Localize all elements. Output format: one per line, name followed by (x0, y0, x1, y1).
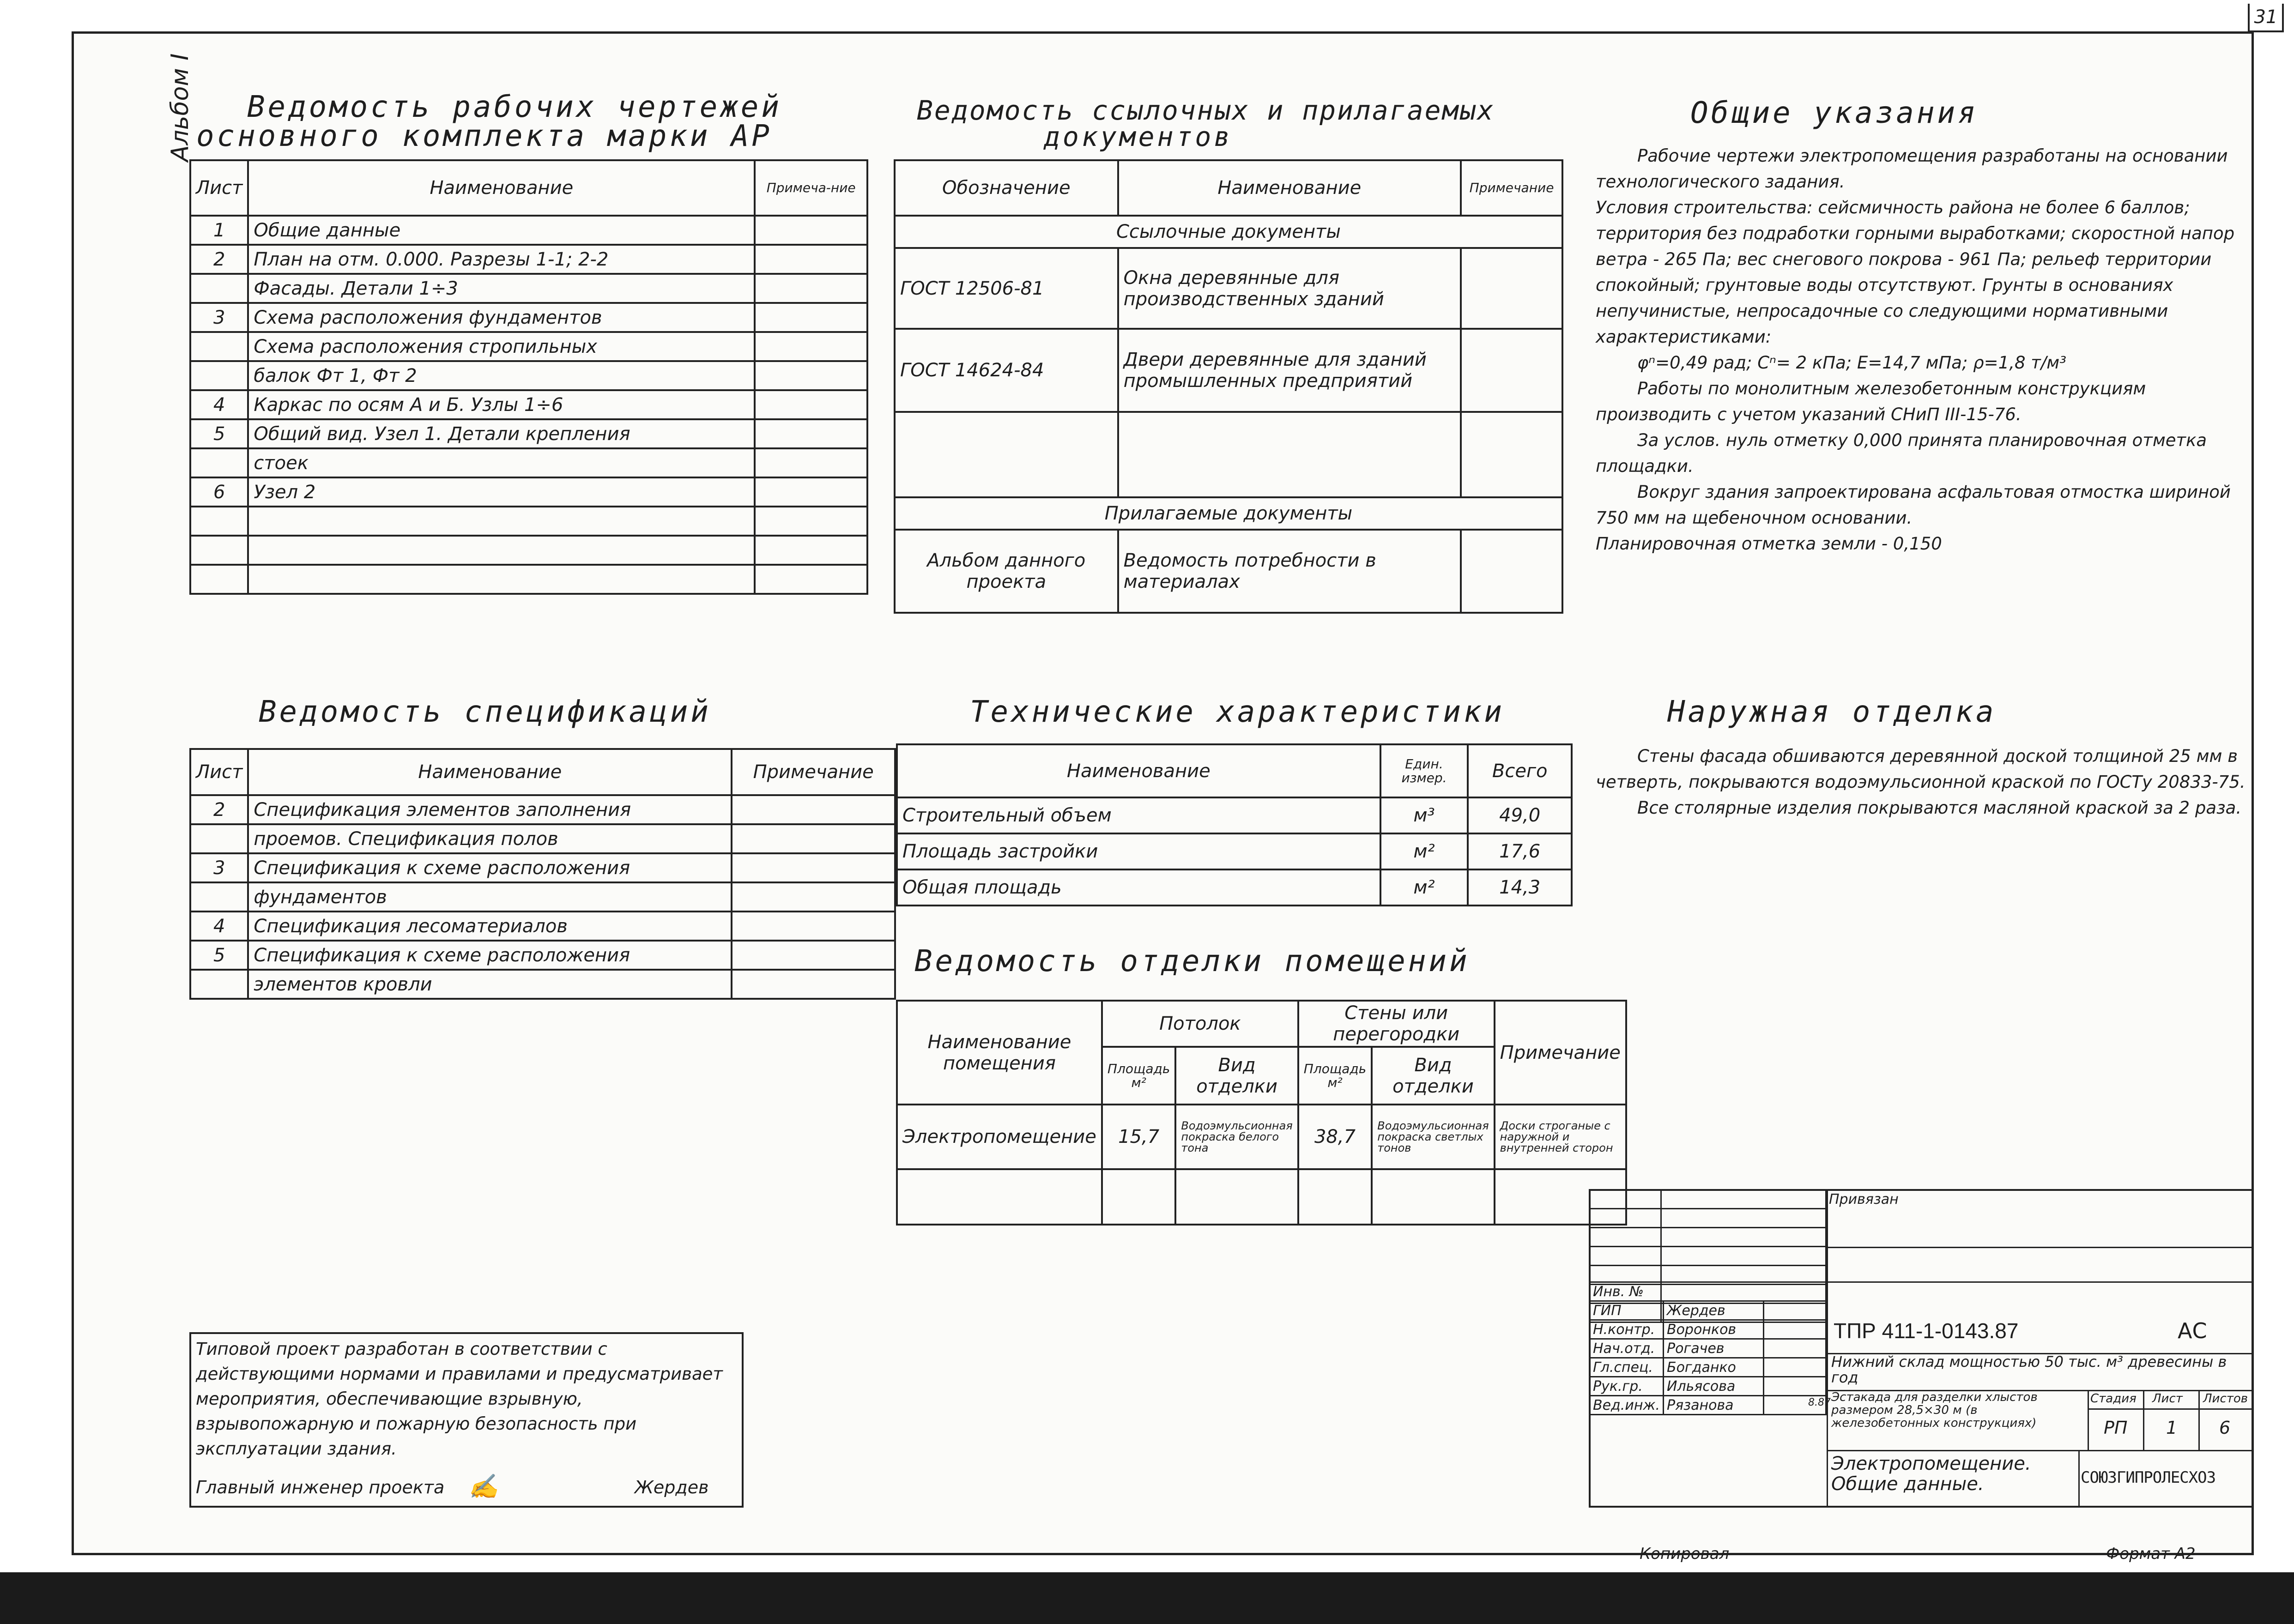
specs-row-cell: 3 (190, 853, 248, 882)
stamp-role: ГИП (1590, 1301, 1664, 1320)
drawings-row-cell: 6 (190, 477, 248, 507)
format-label: Формат А2 (2106, 1545, 2196, 1563)
drawings-row-cell: Схема расположения фундаментов (248, 303, 755, 332)
declaration-box (189, 1332, 744, 1508)
finish-h-walls: Стены или перегородки (1298, 1001, 1495, 1047)
specs-row-cell (732, 824, 895, 853)
specs-row-cell (732, 795, 895, 824)
stamp-person-row (1590, 1377, 1826, 1396)
stamp-sheets: 6 (2219, 1418, 2231, 1438)
drawings-title-1: Ведомость рабочих чертежей (247, 90, 782, 124)
drawings-h-note: Примеча-ние (755, 160, 867, 216)
drawings-row-cell (755, 536, 867, 565)
drawings-row (190, 332, 867, 361)
stamp-sheet: 1 (2166, 1418, 2178, 1438)
stamp-mark: АС (2178, 1318, 2207, 1343)
tech-row (897, 833, 1572, 869)
specs-row-cell: фундаментов (248, 882, 732, 912)
drawings-table (189, 159, 868, 595)
stamp-role: Рук.гр. (1590, 1377, 1664, 1396)
scan-border (0, 1572, 2294, 1624)
specs-row-cell (190, 882, 248, 912)
refdoc-note (1461, 329, 1562, 412)
specs-row-cell: Спецификация элементов заполнения (248, 795, 732, 824)
drawings-row-cell: стоек (248, 448, 755, 477)
tech-row-cell: 14,3 (1468, 869, 1572, 906)
exterior-title: Наружная отделка (1667, 695, 1997, 729)
signature-mark: ✍ (468, 1473, 498, 1501)
tech-h-total: Всего (1468, 744, 1572, 797)
refdoc-code (895, 412, 1118, 497)
drawings-title-2: основного комплекта марки АР (196, 119, 772, 153)
refdoc-note (1461, 248, 1562, 329)
stamp-code: ТПР 411-1-0143.87 (1834, 1319, 2019, 1343)
stamp-role: Н.контр. (1590, 1320, 1664, 1339)
stamp-role: Вед.инж. (1590, 1396, 1664, 1415)
stamp-role: Гл.спец. (1590, 1358, 1664, 1377)
stamp-signature (1764, 1301, 1826, 1320)
stamp-signature (1764, 1358, 1826, 1377)
finish-wall-type: Водоэмульсионная покраска светлых тонов (1372, 1105, 1494, 1169)
tech-h-unit: Един. измер. (1380, 744, 1468, 797)
specs-row-cell (190, 970, 248, 999)
stamp-person: Жердев (1664, 1301, 1764, 1320)
stamp-inv: Инв. № (1590, 1282, 1826, 1301)
specs-row (190, 824, 895, 853)
stamp-building: Эстакада для разделки хлыстов размером 28,5×30 м (в железобетонных конструкциях) (1831, 1390, 2038, 1430)
stamp-h-sheet: Лист (2152, 1392, 2183, 1406)
drawings-row-cell (190, 507, 248, 536)
drawings-row-cell: 1 (190, 216, 248, 245)
stamp-person: Богданко (1664, 1358, 1764, 1377)
tech-h-name: Наименование (897, 744, 1380, 797)
refdoc-code: ГОСТ 14624-84 (895, 329, 1118, 412)
drawings-row-cell: 2 (190, 245, 248, 274)
refdocs-h-note: Примечание (1461, 160, 1562, 216)
drawings-row-cell: Общие данные (248, 216, 755, 245)
general-notes (1596, 143, 2252, 557)
stamp-h-stage: Стадия (2090, 1392, 2137, 1406)
refdocs-section-att: Прилагаемые документы (895, 497, 1562, 530)
stamp-role: Нач.отд. (1590, 1339, 1664, 1358)
specs-title: Ведомость спецификаций (259, 695, 711, 729)
refdocs-title-1: Ведомость ссылочных и прилагаемых (917, 95, 1495, 126)
stamp-date: 8.87 (1808, 1397, 1831, 1408)
stamp-h-sheets: Листов (2203, 1392, 2248, 1406)
declaration-signer-label: Главный инженер проекта (196, 1477, 445, 1497)
drawings-row-cell (248, 536, 755, 565)
drawings-row-cell (755, 303, 867, 332)
drawings-row (190, 245, 867, 274)
drawings-row (190, 419, 867, 448)
specs-row (190, 853, 895, 882)
specs-row-cell (732, 970, 895, 999)
stamp-person-row (1590, 1320, 1826, 1339)
tech-row-cell: м² (1380, 869, 1468, 906)
refdocs-title-2: документов (1044, 121, 1233, 152)
refdoc-name (1118, 412, 1461, 497)
specs-row-cell: 4 (190, 912, 248, 941)
general-title: Общие указания (1690, 96, 1979, 130)
refdoc-name: Окна деревянные для производственных зданий (1118, 248, 1461, 329)
drawings-row (190, 565, 867, 594)
stamp-linked: Привязан (1829, 1191, 1899, 1207)
stamp-signature (1764, 1320, 1826, 1339)
finish-h-ceil-area: Площадь м² (1102, 1047, 1175, 1105)
stamp-person-row (1590, 1396, 1826, 1415)
stamp-person-row (1590, 1301, 1826, 1320)
finish-wall-area: 38,7 (1298, 1105, 1372, 1169)
tech-row-cell: м³ (1380, 797, 1468, 833)
finish-h-note: Примечание (1495, 1001, 1626, 1105)
drawings-row (190, 216, 867, 245)
general-p5: За услов. нуль отметку 0,000 принята планировочная отметка площадки. (1596, 430, 2207, 476)
stamp-org: СОЮЗГИПРОЛЕСХОЗ (2081, 1468, 2216, 1487)
specs-row (190, 882, 895, 912)
finish-h-wall-type: Вид отделки (1372, 1047, 1494, 1105)
general-p3: φⁿ=0,49 рад; Cⁿ= 2 кПа; E=14,7 мПа; ρ=1,8 т/м³ (1637, 353, 2067, 373)
drawings-row (190, 303, 867, 332)
drawings-row-cell: 4 (190, 390, 248, 419)
attdoc-note (1461, 530, 1562, 613)
drawings-row-cell: Каркас по осям А и Б. Узлы 1÷6 (248, 390, 755, 419)
drawings-row-cell (248, 565, 755, 594)
specs-h-sheet: Лист (190, 749, 248, 795)
drawings-row (190, 274, 867, 303)
finish-ceil-area: 15,7 (1102, 1105, 1175, 1169)
stamp-signature (1764, 1377, 1826, 1396)
copied-label: Копировал (1640, 1545, 1730, 1563)
finish-ceil-type: Водоэмульсионная покраска белого тона (1175, 1105, 1298, 1169)
tech-row-cell: м² (1380, 833, 1468, 869)
attdoc-name: Ведомость потребности в материалах (1118, 530, 1461, 613)
exterior-p2: Все столярные изделия покрываются масляной краской за 2 раза. (1637, 798, 2242, 818)
stamp-person: Ильясова (1664, 1377, 1764, 1396)
specs-row (190, 912, 895, 941)
finish-note: Доски строганые с наружной и внутренней сторон (1495, 1105, 1626, 1169)
exterior-notes (1596, 743, 2252, 821)
finish-room-name: Электропомещение (897, 1105, 1102, 1169)
attdoc-code: Альбом данного проекта (895, 530, 1118, 613)
finish-title: Ведомость отделки помещений (914, 944, 1470, 978)
exterior-p1: Стены фасада обшиваются деревянной доской толщиной 25 мм в четверть, покрываются водоэмульсионной краской по ГОСТу 20833-75. (1596, 746, 2246, 792)
drawings-h-name: Наименование (248, 160, 755, 216)
album-label: Альбом I (166, 53, 194, 162)
stamp-person-row (1590, 1339, 1826, 1358)
general-p1: Рабочие чертежи электропомещения разработаны на основании технологического задания. (1596, 146, 2228, 192)
drawings-h-sheet: Лист (190, 160, 248, 216)
drawings-row-cell: 3 (190, 303, 248, 332)
specs-row-cell: 5 (190, 941, 248, 970)
drawings-row-cell: Фасады. Детали 1÷3 (248, 274, 755, 303)
specs-row-cell: элементов кровли (248, 970, 732, 999)
tech-row (897, 869, 1572, 906)
tech-row-cell: 49,0 (1468, 797, 1572, 833)
stamp-person: Воронков (1664, 1320, 1764, 1339)
drawings-row-cell (755, 477, 867, 507)
drawings-row-cell: Общий вид. Узел 1. Детали крепления (248, 419, 755, 448)
drawings-row-cell (190, 332, 248, 361)
refdocs-section-ref: Ссылочные документы (895, 216, 1562, 248)
finish-h-wall-area: Площадь м² (1298, 1047, 1372, 1105)
tech-row-cell: 17,6 (1468, 833, 1572, 869)
refdocs-table (894, 159, 1563, 614)
drawings-row-cell (755, 448, 867, 477)
drawings-row-cell: балок Фт 1, Фт 2 (248, 361, 755, 390)
drawings-row-cell (248, 507, 755, 536)
drawings-row-cell (755, 390, 867, 419)
drawings-row-cell (755, 419, 867, 448)
drawings-row (190, 507, 867, 536)
specs-row-cell: проемов. Спецификация полов (248, 824, 732, 853)
general-p6: Вокруг здания запроектирована асфальтовая отмостка шириной 750 мм на щебеночном основании. (1596, 482, 2231, 528)
drawings-row-cell (755, 361, 867, 390)
specs-row (190, 941, 895, 970)
drawings-row (190, 448, 867, 477)
specs-row-cell (732, 941, 895, 970)
drawings-row (190, 477, 867, 507)
stamp-stage: РП (2104, 1418, 2128, 1438)
finish-h-name: Наименование помещения (897, 1001, 1102, 1105)
stamp-person: Рязанова (1664, 1396, 1764, 1415)
refdocs-h-code: Обозначение (895, 160, 1118, 216)
drawings-row-cell (190, 274, 248, 303)
stamp-signature (1764, 1339, 1826, 1358)
drawings-row-cell (190, 536, 248, 565)
declaration-text: Типовой проект разработан в соответствии с действующими нормами и правилами и предусматривает мероприятия, обеспечивающие взрывную, взрывопожарную и пожарную безопасность при эксплуатации здания. (196, 1339, 723, 1459)
specs-row-cell: Спецификация лесоматериалов (248, 912, 732, 941)
drawings-row-cell (755, 274, 867, 303)
specs-row-cell (732, 853, 895, 882)
specs-h-note: Примечание (732, 749, 895, 795)
general-p4: Работы по монолитным железобетонным конструкциям производить с учетом указаний СНиП III-15-76. (1596, 379, 2146, 424)
finish-h-ceiling: Потолок (1102, 1001, 1298, 1047)
stamp-object: Нижний склад мощностью 50 тыс. м³ древесины в год (1831, 1353, 2227, 1386)
specs-row-cell (190, 824, 248, 853)
stamp-people (1589, 1281, 1827, 1415)
drawings-row-cell (190, 565, 248, 594)
specs-table (189, 748, 896, 1000)
drawings-row-cell (190, 361, 248, 390)
stamp-person: Рогачев (1664, 1339, 1764, 1358)
tech-row-cell: Площадь застройки (897, 833, 1380, 869)
general-p2: Условия строительства: сейсмичность района не более 6 баллов; территория без подработки горными выработками; скоростной напор ветра - 265 Па; вес снегового покрова - 961 Па; рельеф территории спокойный; грунтовые воды отсутствуют. Грунты в основаниях непучинистые, непросадочные со следующими нормативными характеристиками: (1596, 198, 2235, 347)
drawings-row-cell (755, 507, 867, 536)
stamp-doc-name: Электропомещение. Общие данные. (1831, 1453, 2031, 1495)
stamp-person-row (1590, 1358, 1826, 1377)
specs-row-cell: 2 (190, 795, 248, 824)
specs-row-cell (732, 882, 895, 912)
tech-row-cell: Общая площадь (897, 869, 1380, 906)
drawings-row-cell (755, 332, 867, 361)
drawings-row (190, 390, 867, 419)
drawings-row-cell (755, 245, 867, 274)
specs-row-cell (732, 912, 895, 941)
finish-h-ceil-type: Вид отделки (1175, 1047, 1298, 1105)
refdocs-h-name: Наименование (1118, 160, 1461, 216)
general-p7: Планировочная отметка земли - 0,150 (1596, 534, 1942, 554)
tech-title: Технические характеристики (970, 695, 1505, 729)
tech-row-cell: Строительный объем (897, 797, 1380, 833)
drawings-row-cell: План на отм. 0.000. Разрезы 1-1; 2-2 (248, 245, 755, 274)
refdoc-code: ГОСТ 12506-81 (895, 248, 1118, 329)
declaration-signer-name: Жердев (635, 1477, 709, 1497)
tech-row (897, 797, 1572, 833)
drawings-row (190, 361, 867, 390)
specs-h-name: Наименование (248, 749, 732, 795)
specs-row-cell: Спецификация к схеме расположения (248, 853, 732, 882)
drawings-row-cell (755, 565, 867, 594)
tech-table (896, 743, 1573, 906)
drawings-row-cell: Узел 2 (248, 477, 755, 507)
specs-row-cell: Спецификация к схеме расположения (248, 941, 732, 970)
drawings-row-cell (755, 216, 867, 245)
refdoc-note (1461, 412, 1562, 497)
finish-table (896, 1000, 1627, 1226)
specs-row (190, 795, 895, 824)
drawings-row-cell (190, 448, 248, 477)
drawings-row (190, 536, 867, 565)
page-number: 31 (2248, 4, 2284, 32)
refdoc-name: Двери деревянные для зданий промышленных предприятий (1118, 329, 1461, 412)
drawings-row-cell: Схема расположения стропильных (248, 332, 755, 361)
specs-row (190, 970, 895, 999)
drawings-row-cell: 5 (190, 419, 248, 448)
